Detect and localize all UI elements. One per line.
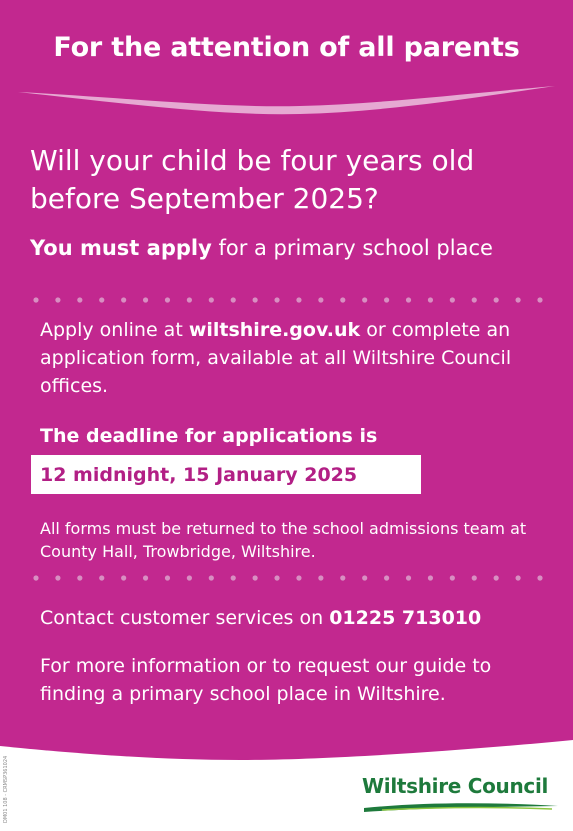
divider-dot bbox=[384, 575, 389, 580]
divider-dot bbox=[362, 297, 367, 302]
forms-note: All forms must be returned to the school admissions team at County Hall, Trowbridge, Wiltshire. bbox=[40, 519, 527, 561]
contact-prefix: Contact customer services on bbox=[40, 607, 330, 629]
dotted-divider-bottom bbox=[32, 574, 544, 582]
divider-dot bbox=[209, 575, 214, 580]
divider-dot bbox=[296, 297, 301, 302]
divider-dot bbox=[274, 575, 279, 580]
divider-dot bbox=[318, 297, 323, 302]
divider-dot bbox=[187, 575, 192, 580]
logo-swoosh-icon bbox=[362, 798, 562, 814]
divider-dot bbox=[99, 297, 104, 302]
divider-dot bbox=[428, 575, 433, 580]
apply-prefix: Apply online at bbox=[40, 319, 189, 341]
divider-dot bbox=[99, 575, 104, 580]
divider-dot bbox=[537, 575, 542, 580]
divider-dot bbox=[121, 575, 126, 580]
divider-dot bbox=[143, 297, 148, 302]
divider-dot bbox=[406, 297, 411, 302]
divider-dot bbox=[33, 575, 38, 580]
must-apply-line bbox=[30, 236, 493, 260]
divider-dot bbox=[494, 575, 499, 580]
divider-dot bbox=[472, 297, 477, 302]
dotted-divider-top bbox=[32, 296, 544, 304]
website-link[interactable]: wiltshire.gov.uk bbox=[188, 319, 361, 341]
divider-dot bbox=[253, 297, 258, 302]
divider-dot bbox=[318, 575, 323, 580]
divider-dot bbox=[428, 297, 433, 302]
divider-dot bbox=[165, 297, 170, 302]
phone-number[interactable]: 01225 713010 bbox=[329, 607, 482, 629]
must-apply-emphasis: You must apply bbox=[30, 236, 212, 260]
divider-dot bbox=[340, 575, 345, 580]
divider-dot bbox=[340, 297, 345, 302]
divider-dot bbox=[362, 575, 367, 580]
apply-suffix: or complete an application form, available at all Wiltshire Council offices. bbox=[40, 319, 512, 397]
divider-dot bbox=[274, 297, 279, 302]
divider-dot bbox=[187, 297, 192, 302]
divider-dot bbox=[121, 297, 126, 302]
divider-dot bbox=[231, 297, 236, 302]
divider-dot bbox=[537, 297, 542, 302]
divider-dot bbox=[450, 297, 455, 302]
page-title: For the attention of all parents bbox=[53, 32, 520, 63]
apply-paragraph bbox=[40, 316, 540, 400]
headline-question: Will your child be four years old before September 2025? bbox=[30, 144, 475, 215]
deadline-label: The deadline for applications is bbox=[40, 425, 378, 447]
divider-dot bbox=[406, 575, 411, 580]
divider-dot bbox=[472, 575, 477, 580]
divider-dot bbox=[77, 297, 82, 302]
divider-dot bbox=[253, 575, 258, 580]
divider-dot bbox=[77, 575, 82, 580]
info-paragraph: For more information or to request our guide to finding a primary school place in Wiltshire. bbox=[40, 655, 492, 705]
divider-dot bbox=[165, 575, 170, 580]
divider-dot bbox=[296, 575, 301, 580]
divider-dot bbox=[55, 575, 60, 580]
divider-dot bbox=[231, 575, 236, 580]
divider-dot bbox=[143, 575, 148, 580]
council-logo: Wiltshire Council bbox=[362, 774, 549, 798]
divider-dot bbox=[515, 575, 520, 580]
must-apply-rest: for a primary school place bbox=[211, 236, 493, 260]
divider-dot bbox=[209, 297, 214, 302]
divider-dot bbox=[450, 575, 455, 580]
deadline-value: 12 midnight, 15 January 2025 bbox=[40, 464, 358, 486]
divider-dot bbox=[33, 297, 38, 302]
divider-dot bbox=[384, 297, 389, 302]
divider-dot bbox=[515, 297, 520, 302]
divider-dot bbox=[494, 297, 499, 302]
side-code: DM01 108 - CRMSP361024 bbox=[3, 755, 9, 823]
divider-dot bbox=[55, 297, 60, 302]
contact-line bbox=[40, 607, 481, 629]
